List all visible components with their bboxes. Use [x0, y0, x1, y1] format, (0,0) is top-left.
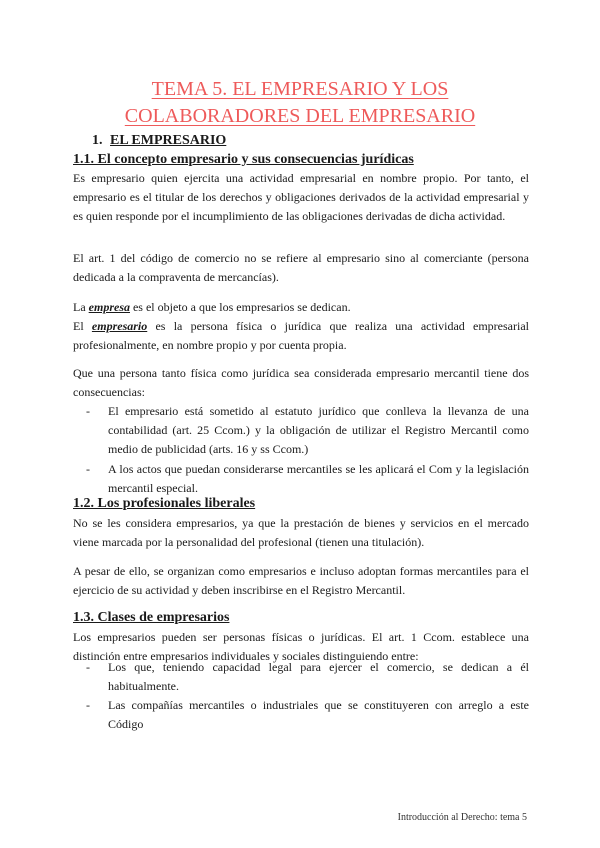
bullet-dash: - — [86, 660, 90, 674]
paragraph-empresa — [73, 298, 529, 317]
bullet-dash: - — [86, 404, 90, 418]
list-item — [86, 658, 529, 696]
paragraph-art-1: El art. 1 del código de comercio no se refiere al empresario sino al comerciante (persona dedicada a la compraventa de mercancías). — [73, 251, 529, 285]
paragraph-empresario — [73, 317, 529, 355]
title-line-2: COLABORADORES DEL EMPRESARIO — [124, 105, 476, 127]
bullet-text: A los actos que puedan considerarse mercantiles se les aplicará el Com y la legislación mercantil especial. — [108, 462, 529, 496]
empresa-suffix: es el objeto a que los empresarios se dedican. — [129, 300, 351, 314]
list-item — [86, 460, 529, 498]
document-title — [60, 76, 540, 130]
section-number: 1. — [92, 133, 103, 148]
empresario-suffix: es la persona física o jurídica que realiza una actividad empresarial profesionalmente, en nombre propio y por cuenta propia. — [73, 319, 529, 353]
empresa-prefix: La — [73, 300, 89, 314]
bullet-text: Las compañías mercantiles o industriales que se constituyeren con arreglo a este Código — [108, 698, 529, 732]
paragraph-consecuencias: Que una persona tanto física como jurídica sea considerada empresario mercantil tiene dos consecuencias: — [73, 366, 529, 400]
keyword-empresa: empresa — [88, 300, 130, 314]
bullet-dash: - — [86, 698, 90, 712]
title-line-1: TEMA 5. EL EMPRESARIO Y LOS — [151, 78, 449, 100]
subsection-1-3-heading: 1.3. Clases de empresarios — [73, 610, 230, 625]
bullet-dash: - — [86, 462, 90, 476]
subsection-1-1-heading: 1.1. El concepto empresario y sus consecuencias jurídicas — [73, 152, 414, 167]
paragraph-clases: Los empresarios pueden ser personas físicas o jurídicas. El art. 1 Ccom. establece una distinción entre empresarios individuales y sociales distinguiendo entre: — [73, 630, 529, 664]
section-1-heading — [92, 133, 226, 149]
subsection-1-2-heading: 1.2. Los profesionales liberales — [73, 496, 256, 511]
bullet-text: Los que, teniendo capacidad legal para ejercer el comercio, se dedican a él habitualmente. — [108, 660, 529, 694]
list-item — [86, 402, 529, 460]
keyword-empresario: empresario — [91, 319, 148, 333]
paragraph-profesionales: No se les considera empresarios, ya que la prestación de bienes y servicios en el mercado viene marcada por la personalidad del profesional (tienen una titulación). — [73, 516, 529, 550]
bullet-text: El empresario está sometido al estatuto jurídico que conlleva la llevanza de una contabilidad (art. 25 Ccom.) y la obligación de utilizar el Registro Mercantil como medio de publicidad (arts. 16 y ss Ccom.) — [108, 404, 529, 457]
paragraph-empresario-definition: Es empresario quien ejercita una actividad empresarial en nombre propio. Por tanto, el empresario es el titular de los derechos y obligaciones derivados de la actividad empresarial y es quien responde por el incumplimiento de las obligaciones derivadas de dicha actividad. — [73, 171, 529, 224]
list-item — [86, 696, 529, 734]
section-title: EL EMPRESARIO — [110, 133, 227, 148]
empresario-prefix: El — [73, 319, 92, 333]
paragraph-a-pesar: A pesar de ello, se organizan como empresarios e incluso adoptan formas mercantiles para el ejercicio de su actividad y deben inscribirse en el Registro Mercantil. — [73, 564, 529, 598]
page-footer: Introducción al Derecho: tema 5 — [397, 812, 527, 823]
